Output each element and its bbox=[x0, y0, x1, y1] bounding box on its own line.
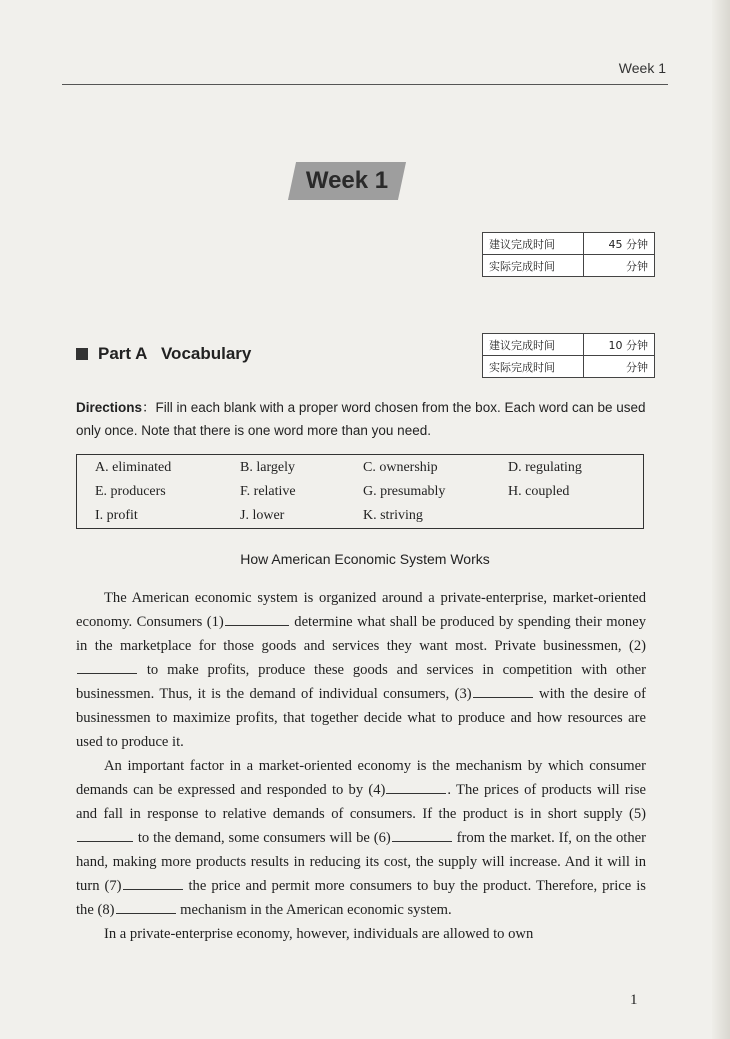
word-option: B. largely bbox=[240, 460, 295, 475]
running-header: Week 1 bbox=[618, 60, 666, 76]
word-option: F. relative bbox=[240, 484, 296, 499]
passage-body bbox=[76, 586, 646, 946]
word-option: A. eliminated bbox=[95, 460, 172, 475]
actual-time-value: 分钟 bbox=[584, 255, 655, 277]
passage-text: . The prices of products will rise and fall in response to relative demands of consumers. If the product is in short supply (5) bbox=[76, 782, 646, 822]
square-bullet-icon bbox=[76, 348, 88, 360]
passage-text: to the demand, some consumers will be (6) bbox=[137, 830, 391, 846]
paragraph-1 bbox=[76, 586, 646, 754]
word-bank bbox=[76, 454, 644, 529]
passage-text: In a private-enterprise economy, however, individuals are allowed to own bbox=[104, 926, 534, 942]
passage-text: determine what shall be produced by spending their money in the marketplace for those goods and services they want most. Private businessmen, (2) bbox=[76, 614, 646, 654]
part-a-heading bbox=[76, 344, 251, 364]
word-option: G. presumably bbox=[363, 484, 446, 499]
answer-blank-8[interactable] bbox=[116, 899, 176, 914]
passage-text: An important factor in a market-oriented economy is the mechanism by which consumer demands can be expressed and responded to by (4) bbox=[76, 758, 646, 798]
word-option: J. lower bbox=[240, 508, 285, 523]
directions bbox=[76, 396, 656, 442]
answer-blank-2[interactable] bbox=[77, 659, 137, 674]
answer-blank-5[interactable] bbox=[77, 827, 133, 842]
time-box-part-a bbox=[482, 333, 655, 378]
suggested-time-label: 建议完成时间 bbox=[483, 233, 584, 255]
header-rule bbox=[62, 84, 668, 85]
answer-blank-1[interactable] bbox=[225, 611, 289, 626]
paragraph-2 bbox=[76, 754, 646, 922]
answer-blank-6[interactable] bbox=[392, 827, 452, 842]
directions-label: Directions bbox=[76, 400, 143, 415]
word-option: K. striving bbox=[363, 508, 423, 523]
passage-title: How American Economic System Works bbox=[240, 551, 490, 567]
actual-time-label: 实际完成时间 bbox=[483, 356, 584, 378]
passage-text: from the market. If, on the other hand, making more products results in reducing its cost, the supply will increase. And it will in turn (7) bbox=[76, 830, 646, 894]
page-number: 1 bbox=[630, 992, 638, 1008]
actual-time-label: 实际完成时间 bbox=[483, 255, 584, 277]
week-banner bbox=[288, 162, 406, 200]
week-banner-label: Week 1 bbox=[305, 167, 389, 194]
passage-text: the price and permit more consumers to buy the product. Therefore, price is the (8) bbox=[76, 878, 646, 918]
part-a-heading-text: Part A Vocabulary bbox=[98, 344, 252, 363]
passage-text: The American economic system is organized around a private-enterprise, market-oriented economy. Consumers (1) bbox=[76, 590, 646, 630]
time-box-week bbox=[482, 232, 655, 277]
word-option: E. producers bbox=[95, 484, 166, 499]
passage-text: to make profits, produce these goods and services in competition with other businessmen. Thus, it is the demand of individual consumers, (3) bbox=[76, 662, 646, 702]
directions-text: ：Fill in each blank with a proper word chosen from the box. Each word can be used only once. Note that there is one word more than you need. bbox=[76, 400, 646, 438]
answer-blank-4[interactable] bbox=[386, 779, 446, 794]
word-option: C. ownership bbox=[363, 460, 438, 475]
suggested-time-value: 10 分钟 bbox=[584, 334, 655, 356]
passage-text: with the desire of businessmen to maximize profits, that together decide what to produce and how resources are used to produce it. bbox=[76, 686, 646, 750]
passage-text: mechanism in the American economic system. bbox=[180, 902, 452, 918]
word-option: H. coupled bbox=[508, 484, 570, 499]
suggested-time-label: 建议完成时间 bbox=[483, 334, 584, 356]
page-edge-shadow bbox=[712, 0, 730, 1039]
suggested-time-value: 45 分钟 bbox=[584, 233, 655, 255]
answer-blank-7[interactable] bbox=[123, 875, 183, 890]
word-option: I. profit bbox=[95, 508, 138, 523]
actual-time-value: 分钟 bbox=[584, 356, 655, 378]
answer-blank-3[interactable] bbox=[473, 683, 533, 698]
paragraph-3 bbox=[76, 922, 646, 946]
word-option: D. regulating bbox=[508, 460, 582, 475]
